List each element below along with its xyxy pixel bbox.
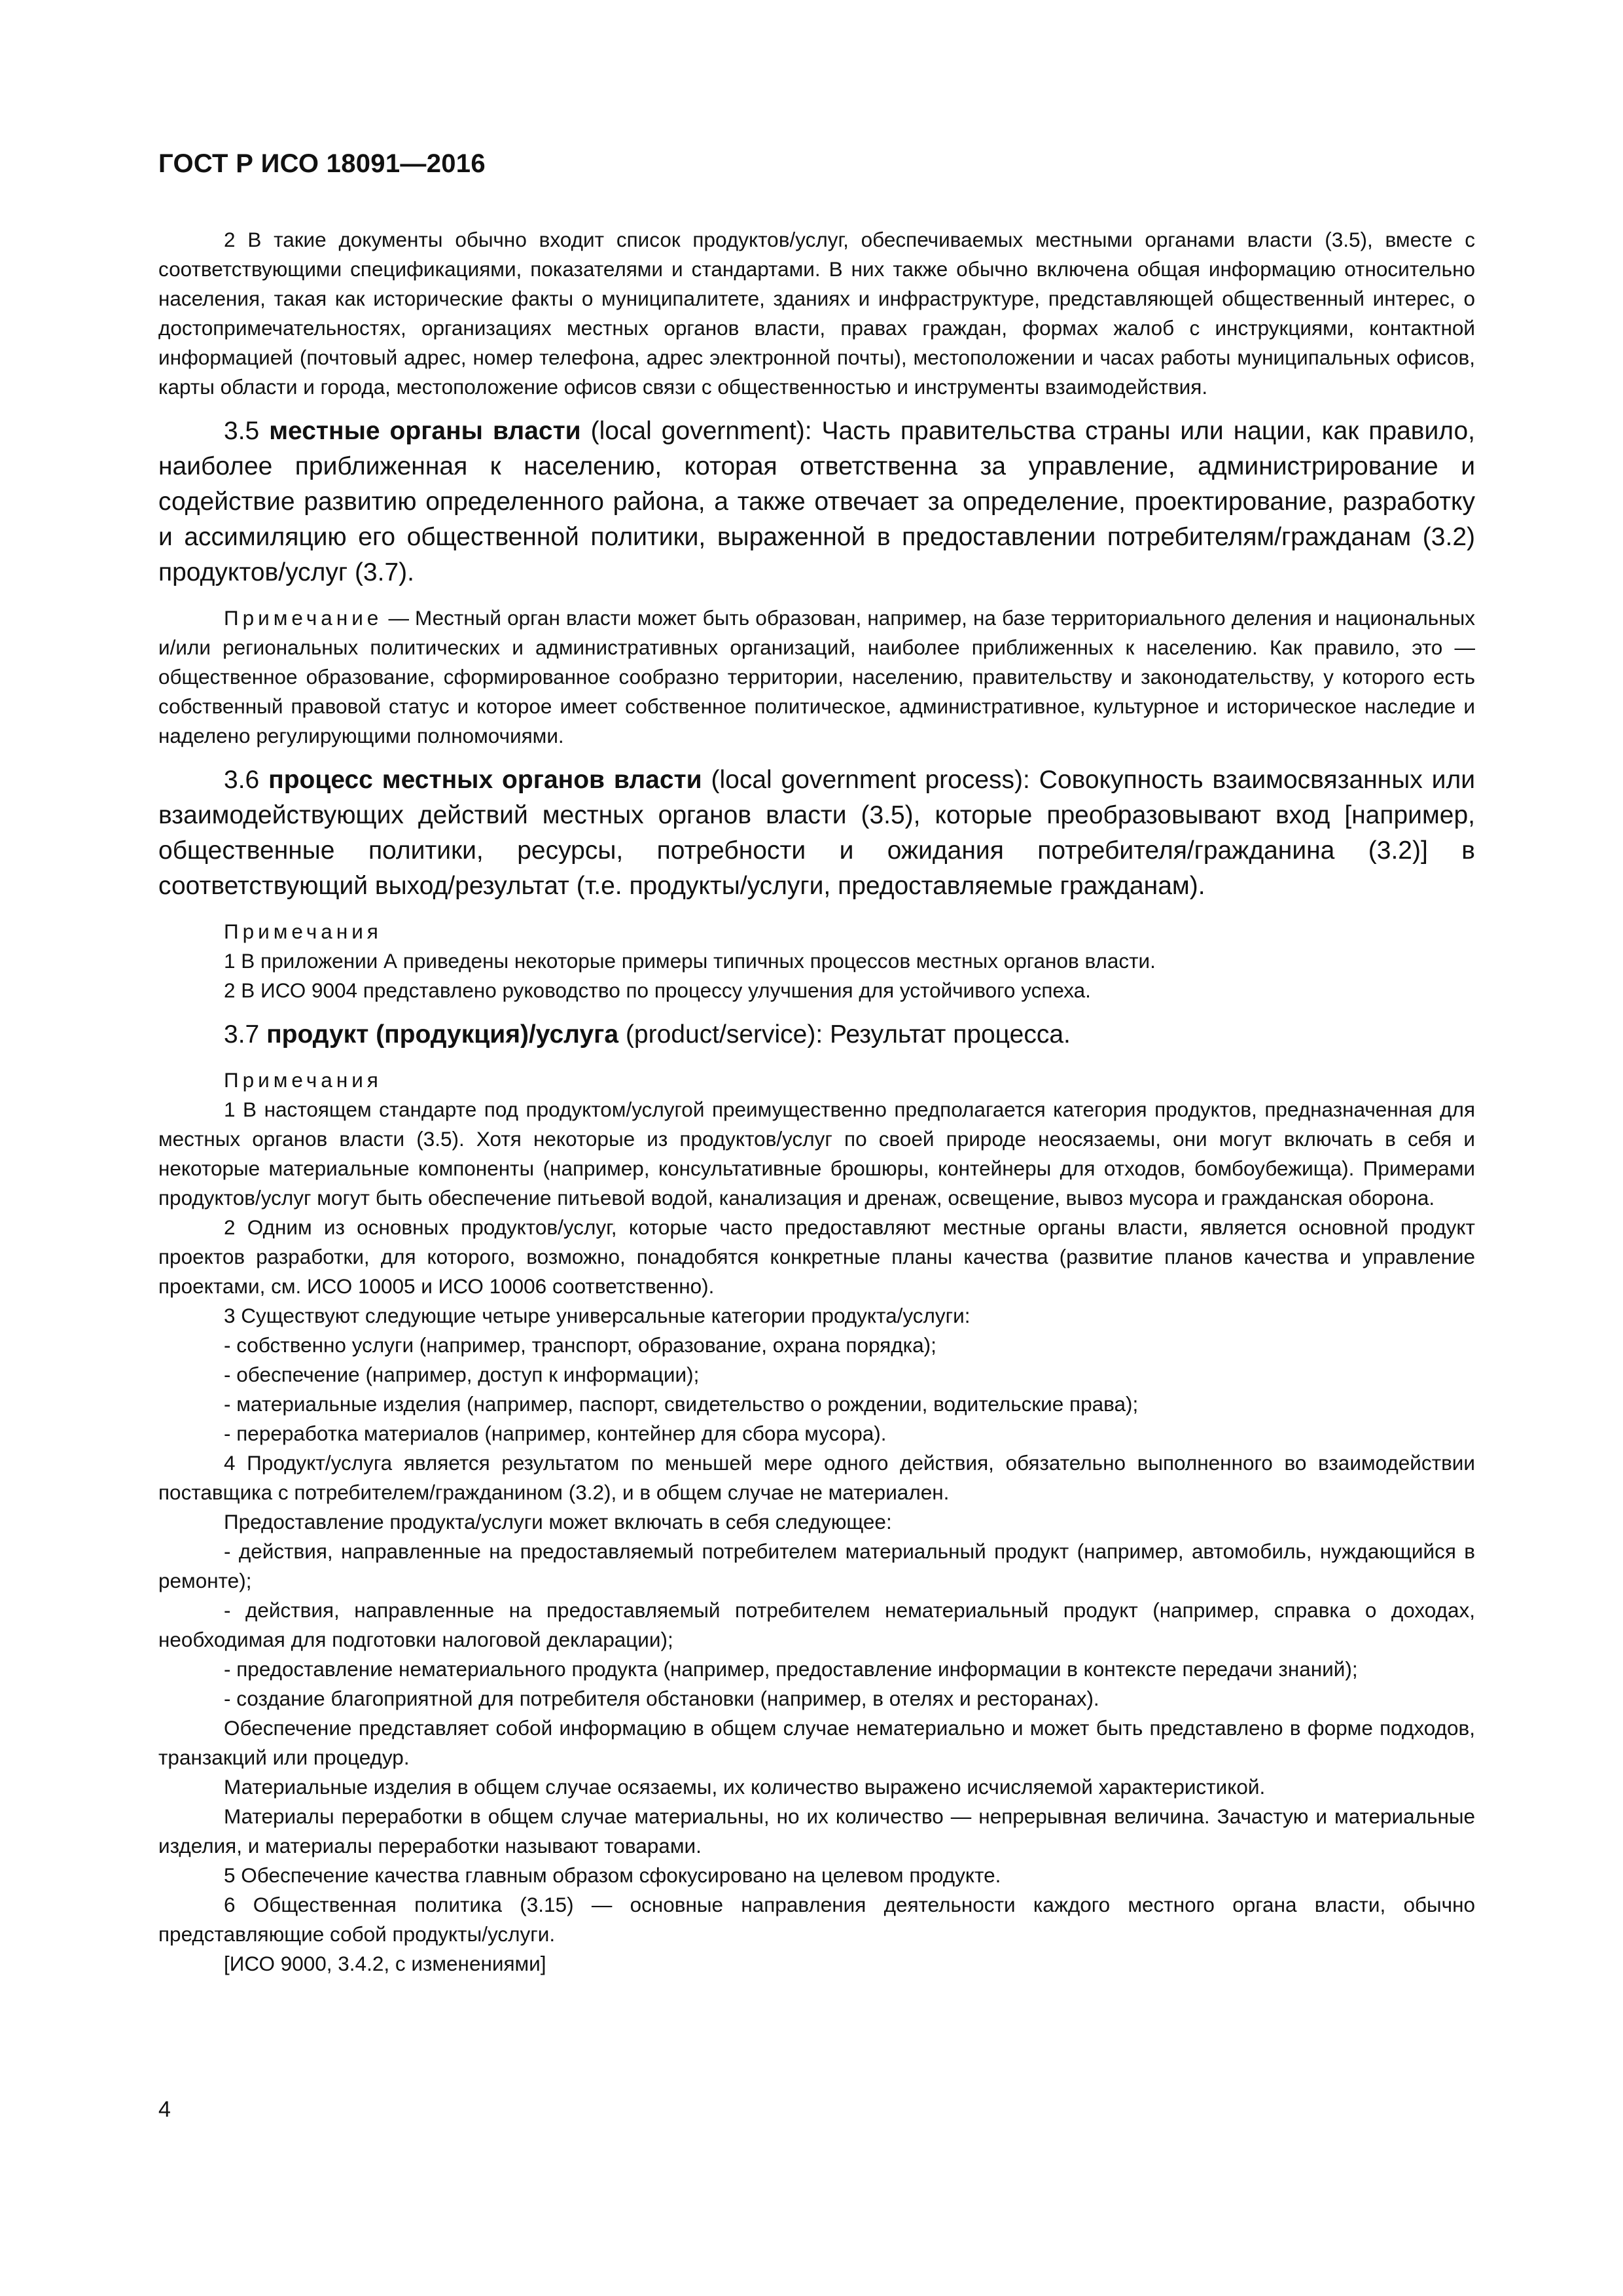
list-item: - переработка материалов (например, контейнер для сбора мусора). xyxy=(224,1422,887,1445)
term-number: 3.5 xyxy=(224,417,260,445)
note-item: 5 Обеспечение качества главным образом сфокусировано на целевом продукте. xyxy=(224,1863,1001,1887)
note-item: 4 Продукт/услуга является результатом по меньшей мере одного действия, обязательно выполненного во взаимодействии поставщика с потребителем/гражданином (3.2), и в общем случае не материален. xyxy=(158,1451,1475,1504)
list-item: - собственно услуги (например, транспорт, образование, охрана порядка); xyxy=(224,1333,936,1357)
term-number: 3.7 xyxy=(224,1020,260,1049)
note-item: Материалы переработки в общем случае материальны, но их количество — непрерывная величина. Зачастую и материальные изделия, и материалы переработки называют товарами. xyxy=(158,1804,1475,1857)
intro-note: 2 В такие документы обычно входит список продуктов/услуг, обеспечиваемых местными органами власти (3.5), вместе с соответствующими спецификациями, показателями и стандартами. В них также обычно включена общая информацию относительно населения, такая как исторические факты о муниципалитете, зданиях и инфраструктуре, представляющей общественный интерес, о достопримечательностях, организациях местных органов власти, правах граждан, формах жалоб с инструкциями, контактной информацией (почтовый адрес, номер телефона, адрес электронной почты), местоположении и часах работы муниципальных офисов, карты области и города, местоположение офисов связи с общественностью и инструменты взаимодействия. xyxy=(158,228,1475,399)
note-item: 1 В приложении А приведены некоторые примеры типичных процессов местных органов власти. xyxy=(224,949,1156,973)
term-3-5-note xyxy=(158,603,1475,751)
note-item: Предоставление продукта/услуги может включать в себя следующее: xyxy=(224,1510,892,1534)
term-definition: : Совокупность взаимосвязанных или взаимодействующих действий местных органов власти (3.5), которые преобразовывают вход [например, общественные политики, ресурсы, потребности и ожидания потребителя/гражданина (3.2)] в соответствующий выход/результат (т.е. продукты/услуги, предоставляемые гражданам). xyxy=(158,766,1475,900)
list-item: - обеспечение (например, доступ к информации); xyxy=(224,1363,700,1386)
term-english: (local government process) xyxy=(711,766,1024,794)
document-body xyxy=(158,225,1475,1979)
list-item: - предоставление нематериального продукта (например, предоставление информации в контексте передачи знаний); xyxy=(224,1657,1358,1681)
term-title: процесс местных органов власти xyxy=(268,766,702,794)
term-title: местные органы власти xyxy=(269,417,581,445)
note-item: 2 Одним из основных продуктов/услуг, которые часто предоставляют местные органы власти, является основной продукт проектов разработки, для которого, возможно, понадобятся конкретные планы качества (развитие планов качества и управление проектами, см. ИСО 10005 и ИСО 10006 соответственно). xyxy=(158,1215,1475,1298)
list-item: - действия, направленные на предоставляемый потребителем материальный продукт (например, автомобиль, нуждающийся в ремонте); xyxy=(158,1539,1475,1592)
term-3-7 xyxy=(158,1017,1475,1052)
note-item: 3 Существуют следующие четыре универсальные категории продукта/услуги: xyxy=(224,1304,971,1327)
notes-label: Примечания xyxy=(224,1068,382,1092)
term-definition: : Часть правительства страны или нации, как правило, наиболее приближенная к населению, которая ответственна за управление, администрирование и содействие развитию определенного района, а также отвечает за определение, проектирование, разработку и ассимиляцию его общественной политики, выраженной в предоставлении потребителям/гражданам (3.2) продуктов/услуг (3.7). xyxy=(158,417,1476,586)
term-3-6 xyxy=(158,762,1475,904)
term-number: 3.6 xyxy=(224,766,260,794)
term-definition: : Результат процесса. xyxy=(815,1020,1071,1049)
term-3-5 xyxy=(158,414,1475,590)
list-item: - материальные изделия (например, паспорт, свидетельство о рождении, водительские права); xyxy=(224,1392,1139,1416)
term-english: (local government) xyxy=(590,417,805,445)
note-item: 6 Общественная политика (3.15) — основные направления деятельности каждого местного органа власти, обычно представляющие собой продукты/услуги. xyxy=(158,1893,1475,1946)
list-item: - создание благоприятной для потребителя обстановки (например, в отелях и ресторанах). xyxy=(224,1687,1099,1710)
note-item: Обеспечение представляет собой информацию в общем случае нематериально и может быть представлено в форме подходов, транзакций или процедур. xyxy=(158,1716,1475,1769)
source-reference: [ИСО 9000, 3.4.2, с изменениями] xyxy=(224,1952,546,1975)
note-item: 1 В настоящем стандарте под продуктом/услугой преимущественно предполагается категория продуктов, предназначенная для местных органов власти (3.5). Хотя некоторые из продуктов/услуг по своей природе неосязаемы, они могут включать в себя и некоторые материальные компоненты (например, консультативные брошюры, контейнеры для отходов, бомбоубежища). Примерами продуктов/услуг могут быть обеспечение питьевой водой, канализация и дренаж, освещение, вывоз мусора и гражданская оборона. xyxy=(158,1098,1475,1210)
document-header: ГОСТ Р ИСО 18091—2016 xyxy=(158,149,486,178)
note-text: — Местный орган власти может быть образован, например, на базе территориального деления и национальных и/или региональных политических и административных организаций, наиболее приближенных к населению. Как правило, это — общественное образование, сформированное сообразно территории, населению, правительству и законодательству, у которого есть собственный правовой статус и которое имеет собственное политическое, административное, культурное и историческое наследие и наделено регулирующими полномочиями. xyxy=(158,606,1475,747)
note-item: Материальные изделия в общем случае осязаемы, их количество выражено исчисляемой характеристикой. xyxy=(224,1775,1266,1799)
term-title: продукт (продукция)/услуга xyxy=(266,1020,619,1049)
note-label: Примечание xyxy=(224,606,383,630)
page-number: 4 xyxy=(158,2097,171,2122)
term-english: (product/service) xyxy=(625,1020,816,1049)
notes-label: Примечания xyxy=(224,920,382,943)
list-item: - действия, направленные на предоставляемый потребителем нематериальный продукт (например, справка о доходах, необходимая для подготовки налоговой декларации); xyxy=(158,1598,1475,1651)
note-item: 2 В ИСО 9004 представлено руководство по процессу улучшения для устойчивого успеха. xyxy=(224,978,1091,1002)
